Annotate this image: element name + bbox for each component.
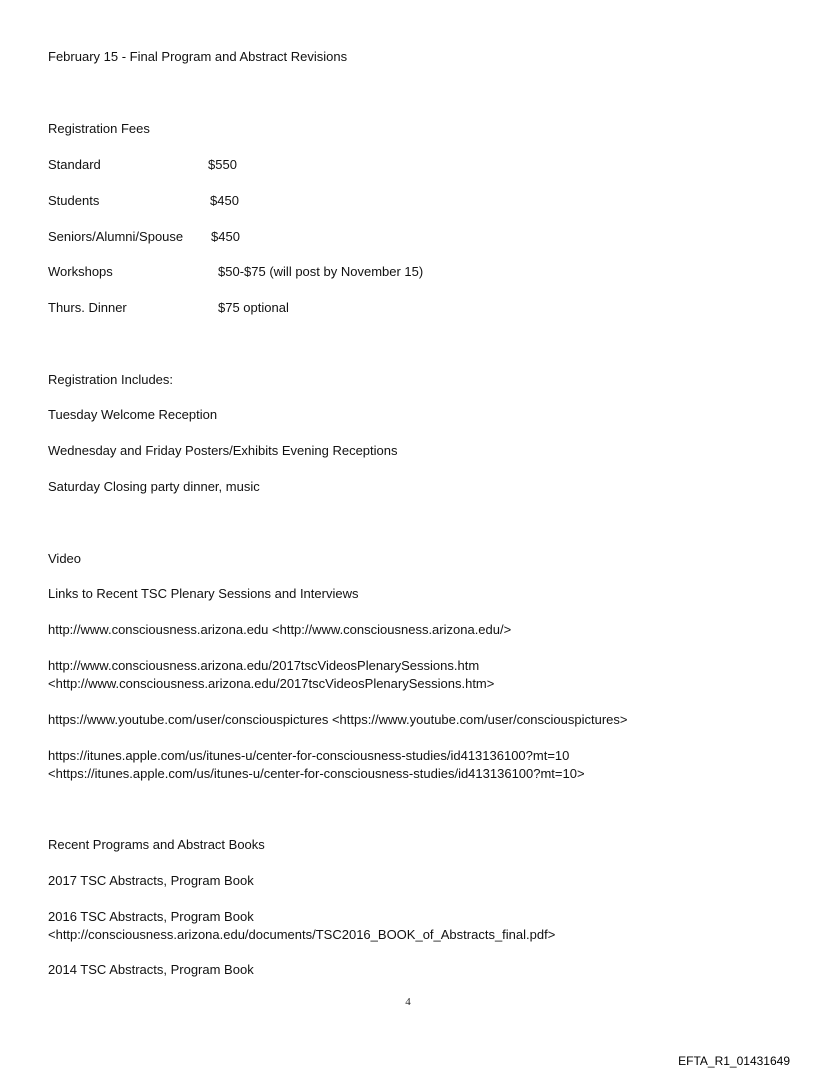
includes-item: Wednesday and Friday Posters/Exhibits Evening Receptions	[48, 443, 398, 458]
fee-amount-students: $450	[210, 193, 239, 208]
includes-item: Tuesday Welcome Reception	[48, 407, 218, 422]
includes-item: Saturday Closing party dinner, music	[48, 479, 260, 494]
fee-amount-seniors: $450	[211, 229, 240, 244]
program-item-link[interactable]: <http://consciousness.arizona.edu/documents/TSC2016_BOOK_of_Abstracts_final.pdf>	[48, 927, 556, 942]
document-id: EFTA_R1_01431649	[678, 1054, 790, 1068]
video-heading: Video	[48, 551, 82, 566]
fee-label-workshops: Workshops	[48, 264, 113, 279]
video-link[interactable]: https://itunes.apple.com/us/itunes-u/center-for-consciousness-studies/id413136100?mt=10	[48, 748, 570, 763]
fee-label-standard: Standard	[48, 157, 101, 172]
fee-label-thurs-dinner: Thurs. Dinner	[48, 300, 127, 315]
page-number: 4	[405, 996, 411, 1008]
registration-fees-heading: Registration Fees	[48, 121, 150, 136]
fee-label-seniors: Seniors/Alumni/Spouse	[48, 229, 184, 244]
deadline-text: February 15 - Final Program and Abstract Revisions	[48, 49, 348, 64]
fee-amount-standard: $550	[208, 157, 237, 172]
video-link[interactable]: http://www.consciousness.arizona.edu/2017tscVideosPlenarySessions.htm	[48, 658, 480, 673]
video-subheading: Links to Recent TSC Plenary Sessions and Interviews	[48, 586, 359, 601]
video-link-bracketed[interactable]: <https://itunes.apple.com/us/itunes-u/center-for-consciousness-studies/id413136100?mt=10>	[48, 766, 585, 781]
programs-heading: Recent Programs and Abstract Books	[48, 837, 265, 852]
program-item: 2014 TSC Abstracts, Program Book	[48, 962, 254, 977]
video-link-bracketed[interactable]: <http://www.consciousness.arizona.edu/2017tscVideosPlenarySessions.htm>	[48, 676, 495, 691]
program-item: 2016 TSC Abstracts, Program Book	[48, 909, 254, 924]
video-link[interactable]: http://www.consciousness.arizona.edu <http://www.consciousness.arizona.edu/>	[48, 622, 512, 637]
video-link[interactable]: https://www.youtube.com/user/consciouspictures <https://www.youtube.com/user/consciouspictures>	[48, 712, 628, 727]
registration-includes-heading: Registration Includes:	[48, 372, 174, 387]
fee-amount-thurs-dinner: $75 optional	[218, 300, 289, 315]
fee-amount-workshops: $50-$75 (will post by November 15)	[218, 264, 424, 279]
fee-label-students: Students	[48, 193, 100, 208]
program-item: 2017 TSC Abstracts, Program Book	[48, 873, 254, 888]
